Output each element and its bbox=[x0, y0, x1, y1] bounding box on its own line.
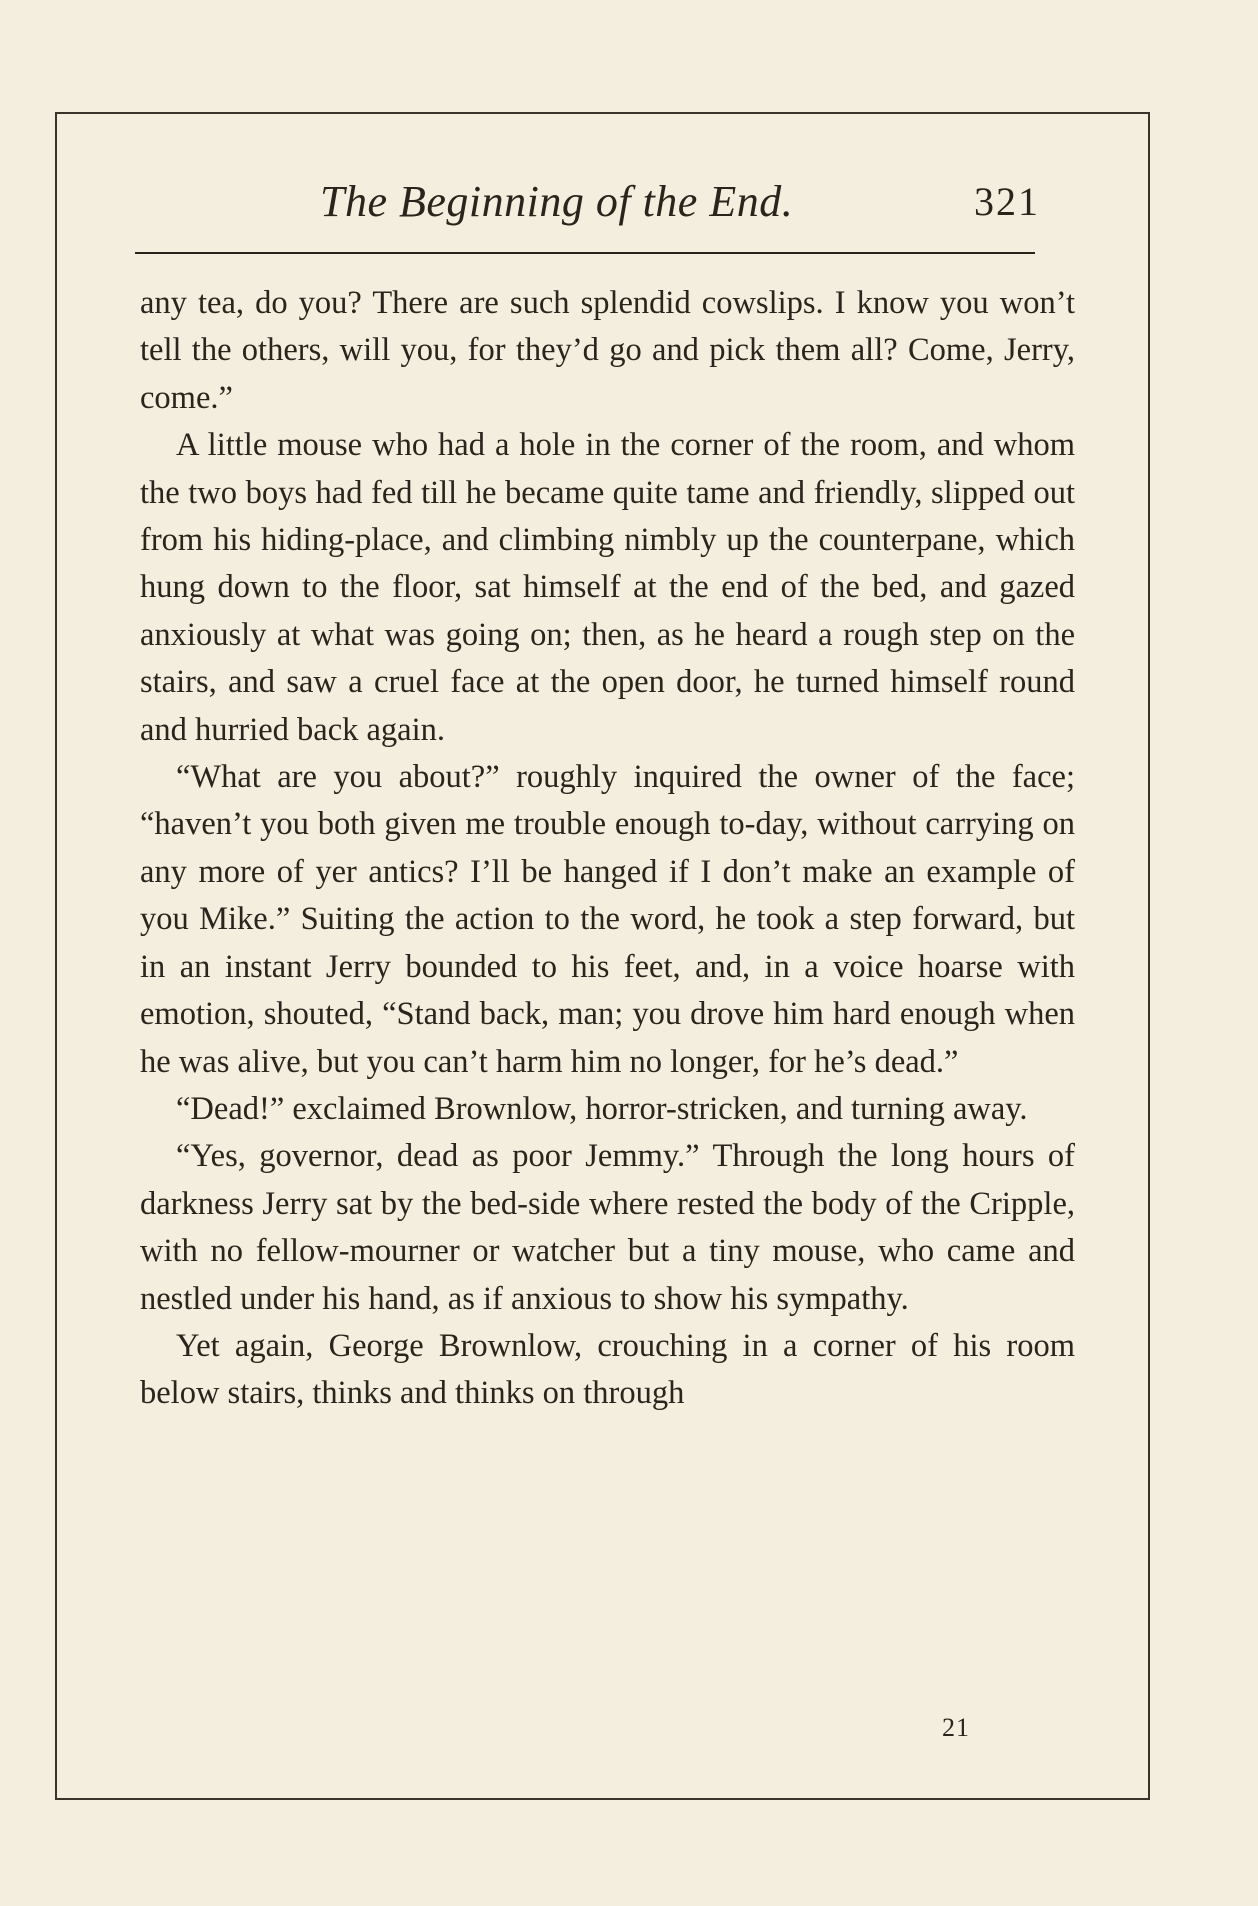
paragraph-governor: “Yes, governor, dead as poor Jemmy.” Through the long hours of darkness Jerry sat by the bed-side where rested the body of the Cripple, with no fellow-mourner or watcher but a tiny mouse, who came and nestled under his hand, as if anxious to show his sympathy. bbox=[140, 1138, 1075, 1317]
running-title: The Beginning of the End. bbox=[320, 177, 794, 226]
header-rule bbox=[135, 252, 1035, 254]
paragraph-owner-speech: “What are you about?” roughly inquired the owner of the face; “haven’t you both given me trouble enough to-day, without carrying on any more of yer antics? I’ll be hanged if I don’t make an example of you Mike.” Suiting the action to the word, he took a step forward, but in an instant Jerry bounded to his feet, and, in a voice hoarse with emotion, shouted, “Stand back, man; you drove him hard enough when he was alive, but you can’t harm him no longer, for he’s dead.” bbox=[140, 759, 1075, 1080]
paragraph-mouse: A little mouse who had a hole in the corner of the room, and whom the two boys had fed till he became quite tame and friendly, slipped out from his hiding-place, and climbing nimbly up the counterpane, which hung down to the floor, sat himself at the end of the bed, and gazed anxiously at what was going on; then, as he heard a rough step on the stairs, and saw a cruel face at the open door, he turned himself round and hurried back again. bbox=[140, 427, 1075, 748]
body-text bbox=[140, 280, 1075, 1418]
page-number: 321 bbox=[974, 179, 1040, 224]
paragraph-yet-again: Yet again, George Brownlow, crouching in a corner of his room below stairs, thinks and thinks on through bbox=[140, 1327, 1075, 1412]
signature-mark: 21 bbox=[942, 1713, 970, 1742]
paragraph-continued: any tea, do you? There are such splendid cowslips. I know you won’t tell the others, will you, for they’d go and pick them all? Come, Jerry, come.” bbox=[140, 285, 1075, 416]
paragraph-dead: “Dead!” exclaimed Brownlow, horror-stricken, and turning away. bbox=[176, 1090, 1028, 1127]
running-head bbox=[140, 176, 1040, 236]
